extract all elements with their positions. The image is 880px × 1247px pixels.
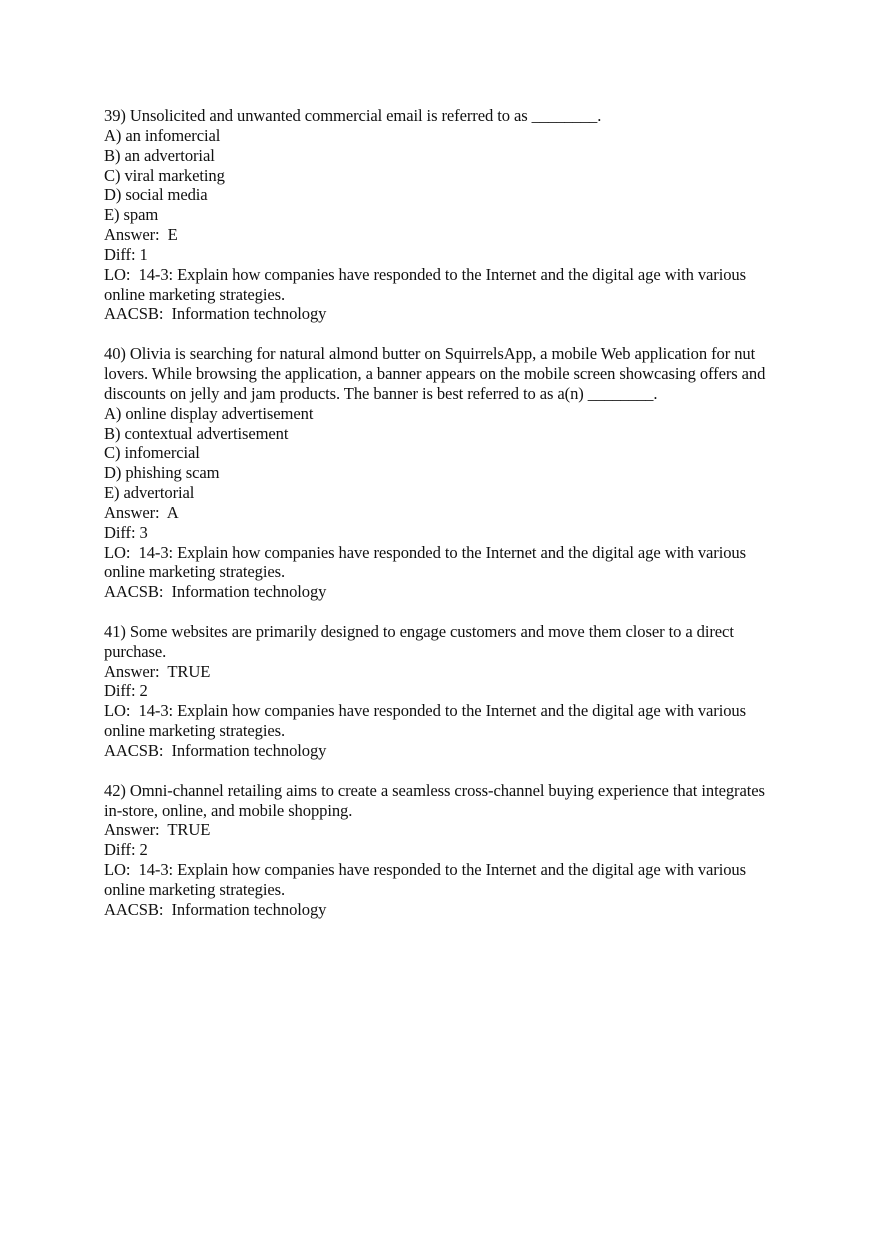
aacsb-tag: AACSB: Information technology [104,741,327,760]
answer: Answer: TRUE [104,820,211,840]
option-b: B) contextual advertisement [104,423,289,443]
aacsb-tag: AACSB: Information technology [104,304,327,324]
option-c: C) viral marketing [104,165,225,185]
aacsb-tag: AACSB: Information technology [104,582,327,602]
option-c: C) infomercial [104,443,200,463]
difficulty: Diff: 3 [104,522,148,542]
learning-objective: LO: 14-3: Explain how companies have responded to the Internet and the digital age with various online marketing strategies. [104,264,751,304]
question-stem: 39) Unsolicited and unwanted commercial email is referred to as ________. [104,106,602,125]
question-40 [104,344,784,602]
answer: Answer: TRUE [104,661,211,681]
answer: Answer: A [104,502,179,522]
learning-objective: LO: 14-3: Explain how companies have responded to the Internet and the digital age with various online marketing strategies. [104,542,751,582]
learning-objective: LO: 14-3: Explain how companies have responded to the Internet and the digital age with various online marketing strategies. [104,860,751,899]
difficulty: Diff: 1 [104,244,148,264]
option-b: B) an advertorial [104,145,215,165]
question-stem: 42) Omni-channel retailing aims to create a seamless cross-channel buying experience that integrates in-store, online, and mobile shopping. [104,780,765,820]
option-a: A) an infomercial [104,125,221,145]
document-page [104,106,784,939]
question-stem: 40) Olivia is searching for natural almond butter on SquirrelsApp, a mobile Web application for nut lovers. While browsing the application, a banner appears on the mobile screen showcasing offers and discounts on jelly and jam products. The banner is best referred to as a(n) ________. [104,344,766,403]
question-stem: 41) Some websites are primarily designed to engage customers and move them closer to a direct purchase. [104,621,734,661]
question-41 [104,622,784,761]
question-42 [104,781,784,920]
answer: Answer: E [104,225,178,245]
aacsb-tag: AACSB: Information technology [104,899,327,919]
option-d: D) social media [104,185,208,205]
option-a: A) online display advertisement [104,403,314,423]
learning-objective: LO: 14-3: Explain how companies have responded to the Internet and the digital age with various online marketing strategies. [104,701,751,741]
question-39 [104,106,784,324]
option-e: E) spam [104,205,159,225]
option-e: E) advertorial [104,483,195,503]
difficulty: Diff: 2 [104,840,148,860]
option-d: D) phishing scam [104,463,220,483]
difficulty: Diff: 2 [104,681,148,701]
